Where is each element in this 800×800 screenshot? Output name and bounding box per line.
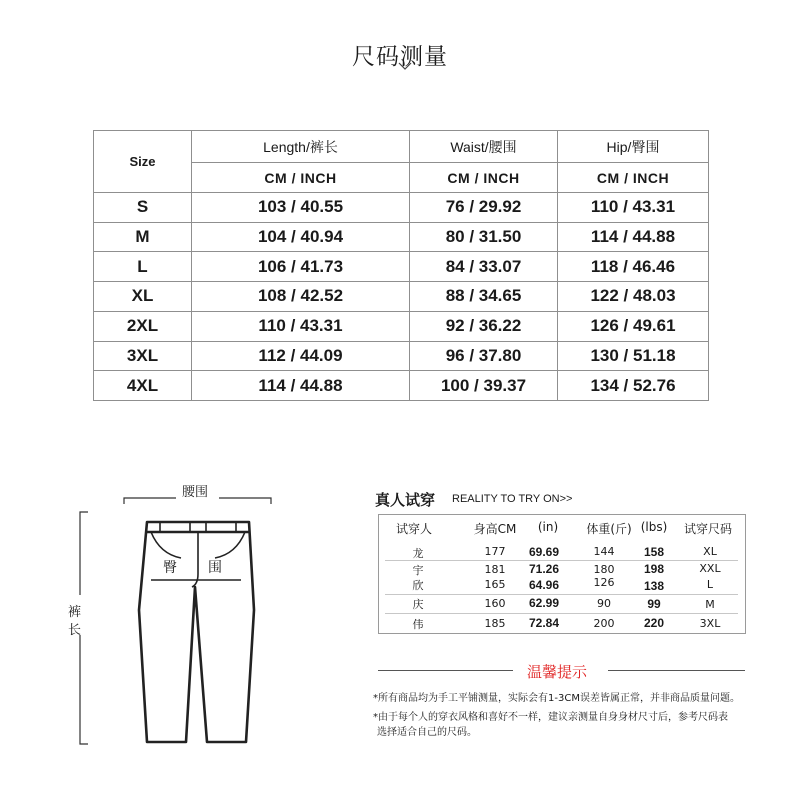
- tester-size: M: [705, 598, 715, 611]
- reality-header: 试穿人: [395, 522, 433, 536]
- tester-weight-jin: 126: [593, 576, 615, 589]
- tester-weight-lbs: 99: [647, 597, 661, 611]
- size-cell: 4XL: [94, 371, 192, 401]
- table-row: [94, 371, 709, 401]
- unit-label: CM / INCH: [192, 163, 410, 193]
- hip-cell: 118 / 46.46: [558, 252, 709, 282]
- tester-height-in: 62.99: [528, 596, 560, 610]
- reality-header: (in): [537, 520, 559, 534]
- length-label: 长: [68, 623, 82, 638]
- waist-cell: 92 / 36.22: [410, 311, 558, 341]
- waist-cell: 84 / 33.07: [410, 252, 558, 282]
- tester-weight-lbs: 198: [643, 562, 665, 576]
- hip-cell: 130 / 51.18: [558, 341, 709, 371]
- length-cell: 106 / 41.73: [192, 252, 410, 282]
- size-table: [93, 130, 709, 401]
- tester-height-in: 72.84: [528, 616, 560, 630]
- reality-header: 身高CM: [473, 522, 517, 536]
- table-row: [94, 341, 709, 371]
- row-divider: [385, 560, 738, 561]
- tester-size: L: [706, 578, 714, 591]
- size-header: Size: [94, 131, 192, 193]
- chevron-down-icon: [398, 62, 412, 70]
- hip-label: 围: [208, 560, 222, 576]
- length-cell: 104 / 40.94: [192, 222, 410, 252]
- hip-cell: 114 / 44.88: [558, 222, 709, 252]
- waist-cell: 96 / 37.80: [410, 341, 558, 371]
- hip-cell: 126 / 49.61: [558, 311, 709, 341]
- length-cell: 112 / 44.09: [192, 341, 410, 371]
- table-row: [94, 222, 709, 252]
- tips-title: 温馨提示: [527, 663, 588, 681]
- size-cell: XL: [94, 282, 192, 312]
- tester-height-cm: 165: [484, 578, 506, 591]
- tester-name: 欣: [412, 579, 424, 592]
- tips-divider-right: [608, 670, 745, 671]
- length-cell: 103 / 40.55: [192, 193, 410, 223]
- unit-label: CM / INCH: [410, 163, 558, 193]
- reality-header: 试穿尺码: [683, 522, 733, 536]
- waist-label: 腰围: [182, 485, 209, 500]
- tester-name: 宇: [412, 564, 424, 577]
- size-cell: M: [94, 222, 192, 252]
- size-cell: 2XL: [94, 311, 192, 341]
- length-cell: 114 / 44.88: [192, 371, 410, 401]
- tip-note: 选择适合自己的尺码。: [377, 727, 477, 738]
- tester-weight-lbs: 138: [643, 579, 665, 593]
- waist-cell: 88 / 34.65: [410, 282, 558, 312]
- tester-weight-jin: 144: [593, 545, 615, 558]
- length-label: 裤: [68, 605, 82, 620]
- tester-height-in: 71.26: [528, 562, 560, 576]
- tester-height-cm: 177: [484, 545, 506, 558]
- hip-cell: 134 / 52.76: [558, 371, 709, 401]
- unit-label: CM / INCH: [558, 163, 709, 193]
- waist-header: Waist/腰围: [410, 131, 558, 163]
- tester-size: XL: [703, 545, 717, 558]
- tester-weight-lbs: 158: [643, 545, 665, 559]
- reality-header: 体重(斤): [586, 522, 632, 536]
- tips-divider-left: [378, 670, 513, 671]
- hip-label: 臀: [163, 560, 177, 576]
- size-cell: 3XL: [94, 341, 192, 371]
- waist-cell: 76 / 29.92: [410, 193, 558, 223]
- tester-height-in: 64.96: [528, 578, 560, 592]
- length-cell: 108 / 42.52: [192, 282, 410, 312]
- tester-weight-jin: 180: [593, 563, 615, 576]
- row-divider: [385, 613, 738, 614]
- waist-cell: 100 / 39.37: [410, 371, 558, 401]
- length-cell: 110 / 43.31: [192, 311, 410, 341]
- table-row: [94, 282, 709, 312]
- tester-name: 龙: [412, 547, 424, 560]
- size-cell: S: [94, 193, 192, 223]
- table-row: [94, 193, 709, 223]
- tester-weight-jin: 90: [597, 597, 611, 610]
- tester-height-cm: 181: [484, 563, 506, 576]
- hip-cell: 110 / 43.31: [558, 193, 709, 223]
- hip-header: Hip/臀围: [558, 131, 709, 163]
- table-row: [94, 252, 709, 282]
- length-header: Length/裤长: [192, 131, 410, 163]
- tester-height-cm: 160: [484, 597, 506, 610]
- tester-size: XXL: [699, 562, 721, 575]
- tester-name: 庆: [412, 598, 424, 611]
- reality-subtitle: REALITY TO TRY ON>>: [452, 493, 573, 505]
- tester-weight-jin: 200: [593, 617, 615, 630]
- reality-title: 真人试穿: [375, 491, 436, 509]
- tester-name: 伟: [412, 618, 424, 631]
- tester-height-cm: 185: [484, 617, 506, 630]
- tester-height-in: 69.69: [528, 545, 560, 559]
- tester-weight-lbs: 220: [643, 616, 665, 630]
- tip-note: *由于每个人的穿衣风格和喜好不一样，建议亲测量自身身材尺寸后，参考尺码表: [373, 712, 728, 723]
- reality-header: (lbs): [640, 520, 668, 534]
- tip-note: *所有商品均为手工平铺测量，实际会有1-3CM误差皆属正常，并非商品质量问题。: [373, 693, 740, 704]
- row-divider: [385, 594, 738, 595]
- tester-size: 3XL: [699, 617, 721, 630]
- pants-diagram: [0, 470, 300, 760]
- table-row: [94, 311, 709, 341]
- hip-cell: 122 / 48.03: [558, 282, 709, 312]
- page-title: 尺码测量: [352, 44, 448, 70]
- waist-cell: 80 / 31.50: [410, 222, 558, 252]
- size-cell: L: [94, 252, 192, 282]
